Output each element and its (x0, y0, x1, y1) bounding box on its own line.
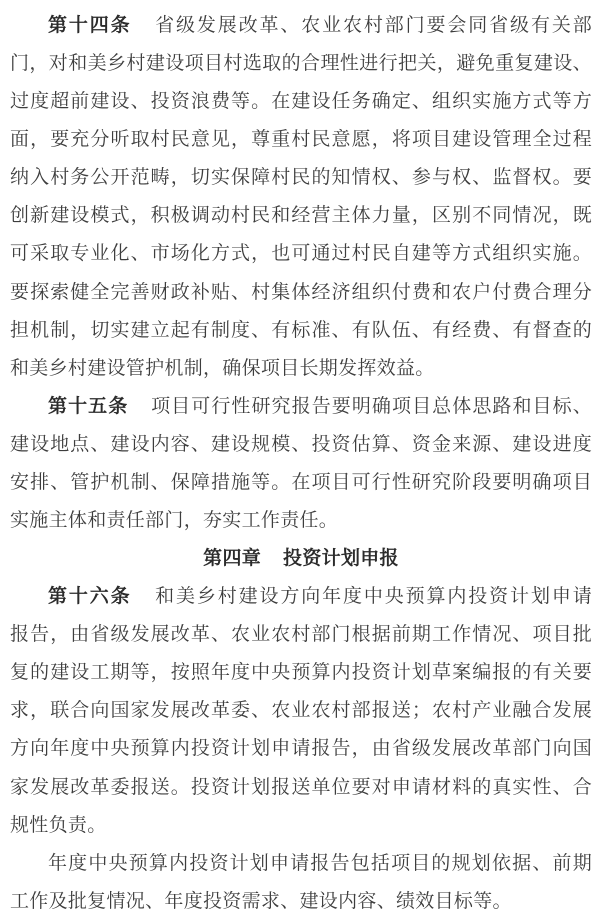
text-segment: 创新建设模式，积极调动村民和经营主体力量，区别不同情况，既 (10, 205, 592, 227)
article-14-first-line (10, 7, 592, 45)
article-number: 投资计划申报 (283, 548, 399, 570)
text-segment: 报告，由省级发展改革、农业农村部门根据前期工作情况、项目批 (10, 624, 592, 646)
text-line (10, 121, 592, 159)
text-line (10, 692, 592, 730)
text-line (10, 197, 592, 235)
text-segment: 建设地点、建设内容、建设规模、投资估算、资金来源、建设进度 (10, 433, 592, 455)
article-15-first-line (10, 388, 592, 426)
text-segment: 过度超前建设、投资浪费等。在建设任务确定、组织实施方式等方 (10, 91, 592, 113)
text-line (10, 274, 592, 312)
text-line (10, 807, 592, 845)
text-line (10, 845, 592, 883)
text-segment: 项目可行性研究报告要明确项目总体思路和目标、 (150, 395, 592, 417)
text-segment: 安排、管护机制、保障措施等。在项目可行性研究阶段要明确项目 (10, 471, 592, 493)
text-segment: 纳入村务公开范畴，切实保障村民的知情权、参与权、监督权。要 (10, 167, 592, 189)
text-segment: 要探索健全完善财政补贴、村集体经济组织付费和农户付费合理分 (10, 281, 592, 303)
article-number: 第十四条 (48, 15, 132, 36)
article-number-gap (132, 30, 154, 31)
text-line (10, 159, 592, 197)
text-line (10, 654, 592, 692)
text-segment: 规性负责。 (10, 814, 107, 836)
article-number-gap (132, 601, 154, 602)
text-segment: 方向年度中央预算内投资计划申请报告，由省级发展改革部门向国 (10, 738, 592, 760)
text-line (10, 464, 592, 502)
text-segment: 实施主体和责任部门，夯实工作责任。 (10, 510, 339, 532)
article-16-first-line (10, 578, 592, 616)
text-segment: 求，联合向国家发展改革委、农业农村部报送；农村产业融合发展 (10, 700, 592, 722)
text-segment: 和美乡村建设方向年度中央预算内投资计划申请 (153, 586, 592, 608)
article-number: 第十六条 (48, 586, 132, 608)
text-line (10, 45, 592, 83)
text-segment: 可采取专业化、市场化方式，也可通过村民自建等方式组织实施。 (10, 243, 592, 265)
text-line (10, 883, 592, 921)
text-line (10, 350, 592, 388)
text-line (10, 616, 592, 654)
text-line (10, 769, 592, 807)
text-line (10, 312, 592, 350)
article-number-gap (261, 563, 283, 564)
text-segment: 面，要充分听取村民意见，尊重村民意愿，将项目建设管理全过程 (10, 129, 592, 151)
text-segment: 门，对和美乡村建设项目村选取的合理性进行把关，避免重复建设、 (10, 53, 592, 75)
chapter-4-heading (10, 540, 592, 578)
text-line (10, 83, 592, 121)
text-segment: 家发展改革委报送。投资计划报送单位要对申请材料的真实性、合 (10, 776, 592, 798)
text-segment: 担机制，切实建立起有制度、有标准、有队伍、有经费、有督查的 (10, 319, 592, 341)
article-number: 第四章 (203, 548, 262, 570)
text-segment: 年度中央预算内投资计划申请报告包括项目的规划依据、前期 (48, 852, 592, 874)
text-segment: 和美乡村建设管护机制，确保项目长期发挥效益。 (10, 357, 435, 379)
text-segment: 复的建设工期等，按照年度中央预算内投资计划草案编报的有关要 (10, 662, 592, 684)
text-line (10, 235, 592, 273)
text-segment: 省级发展改革、农业农村部门要会同省级有关部 (153, 15, 592, 36)
article-number-gap (128, 411, 150, 412)
text-segment: 工作及批复情况、年度投资需求、建设内容、绩效目标等。 (10, 890, 512, 912)
article-number: 第十五条 (48, 395, 129, 417)
text-line (10, 502, 592, 540)
text-line (10, 730, 592, 768)
document-body (10, 7, 592, 921)
text-line (10, 426, 592, 464)
